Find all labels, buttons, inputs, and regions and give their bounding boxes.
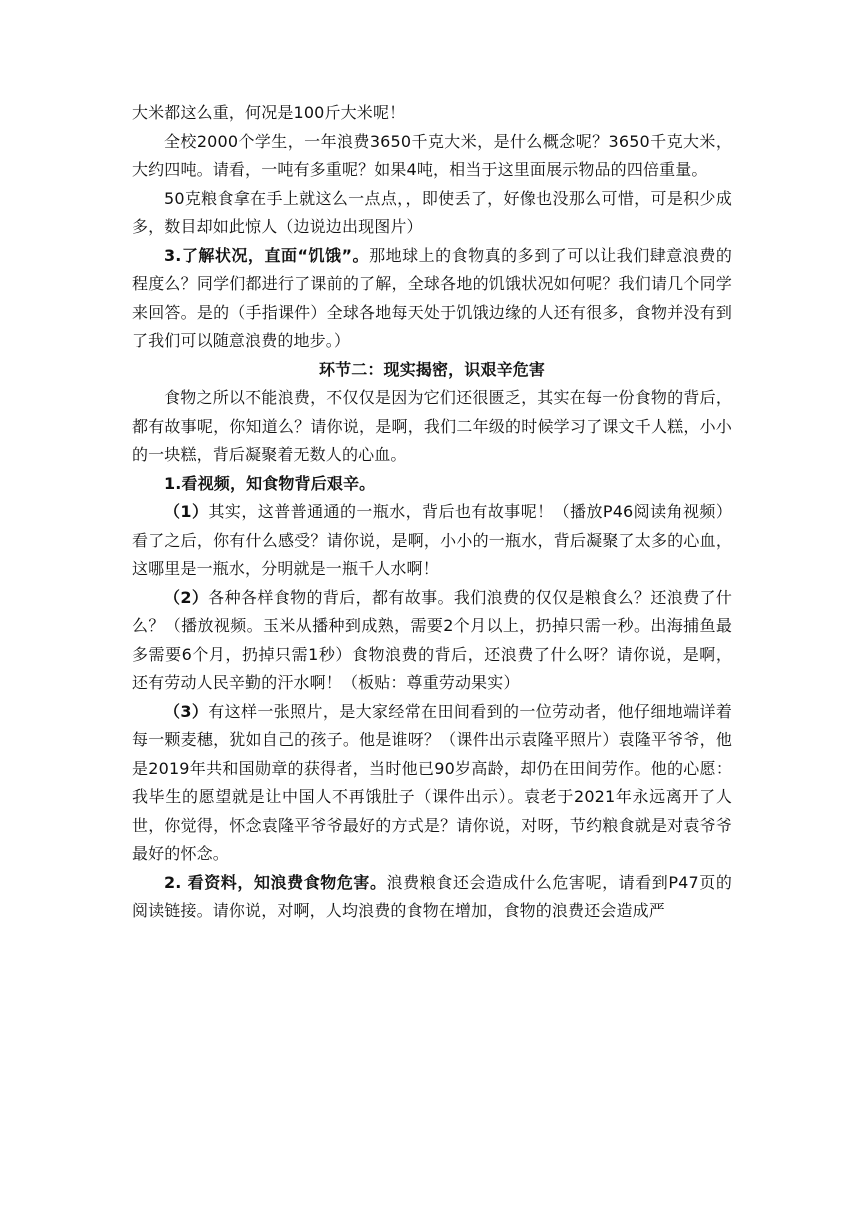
- paragraph-9: [132, 584, 732, 698]
- paragraph-text: 其实，这普普通通的一瓶水，背后也有故事呢！（播放P46阅读角视频）看了之后，你有什么感受？请你说，是啊，小小的一瓶水，背后凝聚了太多的心血，这哪里是一瓶水，分明就是一瓶千人水啊！: [132, 502, 732, 578]
- paragraph-bold-lead: 2. 看资料，知浪费食物危害。: [164, 872, 387, 892]
- paragraph-bold-lead: （1）: [164, 502, 209, 521]
- subheading-text: 1.看视频，知食物背后艰辛。: [164, 473, 376, 493]
- paragraph-text: 大米都这么重，何况是100斤大米呢！: [132, 103, 406, 122]
- paragraph-text: 50克粮食拿在手上就这么一点点，，即使丢了，好像也没那么可惜，可是积少成多，数目却如此惊人（边说边出现图片）: [132, 188, 732, 236]
- paragraph-6: [132, 384, 732, 470]
- section-heading-text: 环节二：现实揭密，识艰辛危害: [318, 359, 546, 379]
- paragraph-bold-lead: （3）: [164, 701, 209, 721]
- paragraph-1: [132, 99, 732, 128]
- paragraph-text: 那地球上的食物真的多到了可以让我们肆意浪费的程度么？同学们都进行了课前的了解，全球各地的饥饿状况如何呢？我们请几个同学来回答。是的（手指课件）全球各地每天处于饥饿边缘的人还有很多，食物并没有到了我们可以随意浪费的地步。）: [132, 245, 732, 350]
- document-body: [132, 99, 732, 926]
- paragraph-3: [132, 185, 732, 242]
- paragraph-text: 有这样一张照片，是大家经常在田间看到的一位劳动者，他仔细地端详着每一颗麦穗，犹如自己的孩子。他是谁呀？（课件出示袁隆平照片）袁隆平爷爷，他是2019年共和国勋章的获得者，当时他已90岁高龄，却仍在田间劳作。他的心愿：我毕生的愿望就是让中国人不再饿肚子（课件出示）。袁老于2021年永远离开了人世，你觉得，怀念袁隆平爷爷最好的方式是？请你说，对呀，节约粮食就是对袁爷爷最好的怀念。: [132, 701, 732, 863]
- paragraph-2: [132, 128, 732, 185]
- paragraph-11: [132, 869, 732, 926]
- paragraph-bold-lead: （2）: [164, 587, 209, 607]
- paragraph-text: 浪费粮食还会造成什么危害呢，请看到P47页的阅读链接。请你说，对啊，人均浪费的食物在增加，食物的浪费还会造成严: [132, 872, 732, 920]
- paragraph-text: 食物之所以不能浪费，不仅仅是因为它们还很匮乏，其实在每一份食物的背后，都有故事呢，你知道么？请你说，是啊，我们二年级的时候学习了课文千人糕，小小的一块糕，背后凝聚着无数人的心血。: [132, 388, 732, 464]
- paragraph-4: [132, 242, 732, 356]
- paragraph-8: [132, 498, 732, 584]
- subheading-1: [132, 470, 732, 499]
- section-heading: [132, 356, 732, 385]
- paragraph-text: 全校2000个学生，一年浪费3650千克大米，是什么概念呢？3650千克大米，大约四吨。请看，一吨有多重呢？如果4吨，相当于这里面展示物品的四倍重量。: [132, 131, 732, 179]
- paragraph-10: [132, 698, 732, 869]
- paragraph-text: 各种各样食物的背后，都有故事。我们浪费的仅仅是粮食么？还浪费了什么？（播放视频。玉米从播种到成熟，需要2个月以上，扔掉只需一秒。出海捕鱼最多需要6个月，扔掉只需1秒）食物浪费的背后，还浪费了什么呀？请你说，是啊，还有劳动人民辛勤的汗水啊！（板贴：尊重劳动果实）: [132, 587, 732, 692]
- paragraph-bold-lead: 3.了解状况，直面“饥饿”。: [164, 245, 370, 265]
